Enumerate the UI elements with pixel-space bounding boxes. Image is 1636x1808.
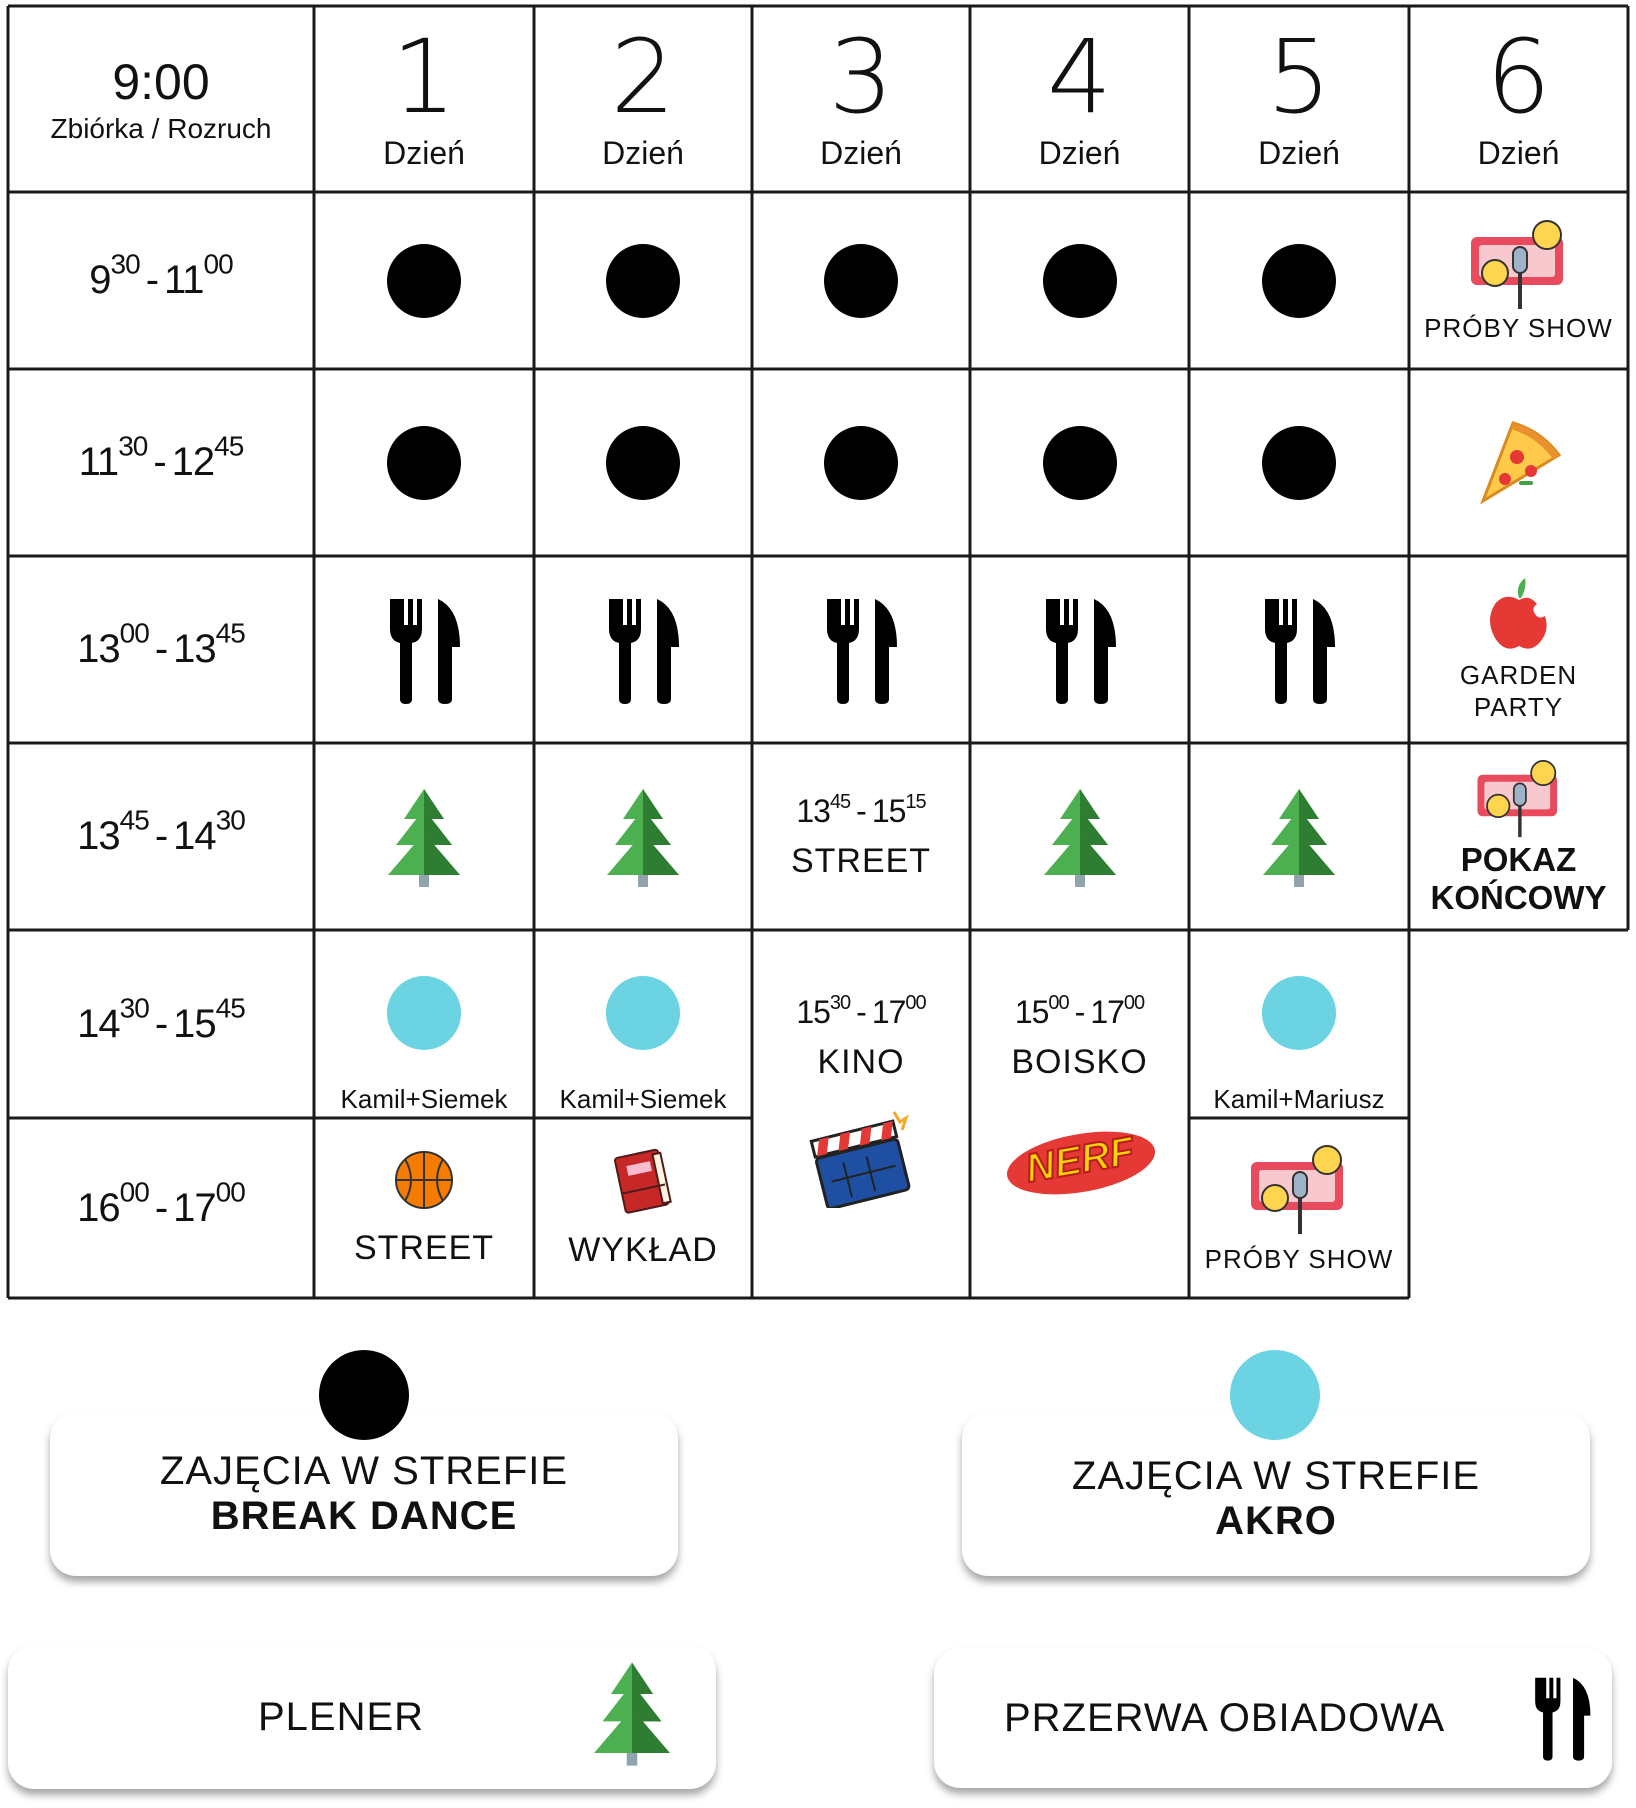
day-number: 5 [1266, 17, 1332, 137]
pizza-cell [1409, 369, 1628, 556]
street-cell [314, 1118, 534, 1298]
time-slot-5: $14^{30} - 15^{45}$ [77, 991, 245, 1046]
microphone-stage-icon [1474, 757, 1564, 841]
break-dance-dot [314, 369, 534, 556]
tree-icon [386, 787, 462, 887]
lecture-cell [534, 1118, 752, 1298]
show-rehearsal-cell [1409, 192, 1628, 369]
lunch-cell [314, 556, 534, 743]
start-time: 9:00 [112, 54, 210, 110]
day-header-4 [970, 6, 1189, 192]
legend-text: ZAJĘCIA W STREFIE [159, 1449, 569, 1493]
legend-text: PRZERWA OBIADOWA [1004, 1695, 1446, 1740]
legend-text: ZAJĘCIA W STREFIE [1071, 1454, 1481, 1498]
cell-caption: POKAZ [1460, 840, 1577, 878]
cinema-cell: $15^{30} - 17^{00}$ KINO [752, 930, 970, 1298]
akro-dot [606, 976, 680, 1050]
book-icon [610, 1147, 676, 1217]
fork-knife-icon [386, 595, 462, 705]
start-cell [8, 6, 314, 192]
cell-caption: BOISKO [1011, 1043, 1148, 1081]
pitch-cell: $15^{00} - 17^{00}$ BOISKO NERF [970, 930, 1189, 1298]
lunch-cell [534, 556, 752, 743]
day-label: Dzień [602, 134, 684, 171]
akro-dot [387, 976, 461, 1050]
akro-cell [1189, 930, 1409, 1118]
clapperboard-icon [806, 1108, 916, 1208]
street-session-cell: $13^{45} - 15^{15}$ STREET [790, 790, 932, 880]
akro-cell [314, 930, 534, 1118]
instructors: Kamil+Siemek [340, 1084, 508, 1114]
time-slot-4: $13^{45} - 14^{30}$ [77, 804, 245, 858]
day-number: 3 [828, 17, 894, 137]
lunch-cell [752, 556, 970, 743]
break-dance-dot [1189, 192, 1409, 369]
tree-icon [1042, 787, 1118, 887]
day-label: Dzień [820, 134, 902, 171]
break-dance-dot [314, 192, 534, 369]
fork-knife-icon [1532, 1674, 1592, 1762]
day-header-2 [534, 6, 752, 192]
day-label: Dzień [1258, 134, 1340, 171]
start-label: Zbiórka / Rozruch [50, 113, 272, 144]
instructors: Kamil+Siemek [559, 1084, 727, 1114]
akro-cell [534, 930, 752, 1118]
break-dance-dot [319, 1350, 409, 1440]
tree-cell [314, 743, 534, 930]
cell-caption: KINO [817, 1043, 905, 1081]
tree-cell [534, 743, 752, 930]
fork-knife-icon [605, 595, 681, 705]
time-slot-2: $11^{30} - 12^{45}$ [78, 430, 244, 484]
day-label: Dzień [1038, 134, 1121, 171]
apple-icon [1487, 576, 1551, 656]
break-dance-dot [534, 192, 752, 369]
tree-cell [1189, 743, 1409, 930]
akro-dot [1262, 976, 1336, 1050]
break-dance-dot [1189, 369, 1409, 556]
day-number: 4 [1047, 17, 1112, 137]
cell-caption: STREET [790, 841, 932, 880]
final-show-cell [1409, 743, 1628, 930]
fork-knife-icon [1261, 595, 1337, 705]
time-slot-3: $13^{00} - 13^{45}$ [77, 617, 245, 671]
fork-knife-icon [1042, 595, 1118, 705]
cell-caption: WYKŁAD [568, 1230, 718, 1269]
break-dance-dot [970, 369, 1189, 556]
microphone-stage-icon [1247, 1142, 1351, 1238]
time-slot-1: $9^{30} - 11^{00}$ [89, 248, 233, 302]
break-dance-dot [752, 192, 970, 369]
lunch-cell [970, 556, 1189, 743]
garden-party-cell [1409, 556, 1628, 743]
day-number: 2 [610, 17, 676, 137]
day-label: Dzień [383, 134, 465, 171]
tree-icon [605, 787, 681, 887]
day-label: Dzień [1477, 134, 1560, 171]
cell-caption: STREET [353, 1228, 495, 1267]
break-dance-dot [752, 369, 970, 556]
legend-lunch [934, 1648, 1612, 1788]
show-rehearsal-cell [1189, 1118, 1409, 1298]
cell-caption: PRÓBY SHOW [1204, 1243, 1394, 1274]
instructors: Kamil+Mariusz [1213, 1084, 1385, 1114]
microphone-stage-icon [1467, 217, 1571, 313]
akro-dot [1230, 1350, 1320, 1440]
cell-caption: GARDEN [1459, 660, 1578, 691]
cell-caption: KOŃCOWY [1430, 878, 1607, 916]
fork-knife-icon [823, 595, 899, 705]
lunch-cell [1189, 556, 1409, 743]
day-number: 1 [391, 17, 457, 137]
pizza-icon [1471, 415, 1567, 511]
tree-icon [1261, 787, 1337, 887]
tree-cell [970, 743, 1189, 930]
day-header-3 [752, 6, 970, 192]
legend-text: BREAK DANCE [210, 1494, 518, 1538]
cell-caption: PRÓBY SHOW [1424, 313, 1613, 343]
time-slot-6: $16^{00} - 17^{00}$ [77, 1175, 245, 1230]
day-number: 6 [1486, 17, 1551, 137]
break-dance-dot [970, 192, 1189, 369]
cell-caption: PARTY [1473, 691, 1564, 722]
day-header-1 [314, 6, 534, 192]
day-header-6 [1409, 6, 1628, 192]
basketball-icon [393, 1149, 455, 1211]
tree-icon [592, 1660, 672, 1766]
nerf-logo: NERF [1002, 1128, 1158, 1198]
legend-text: PLENER [258, 1694, 425, 1739]
legend-text: AKRO [1215, 1499, 1337, 1543]
day-header-5 [1189, 6, 1409, 192]
break-dance-dot [534, 369, 752, 556]
